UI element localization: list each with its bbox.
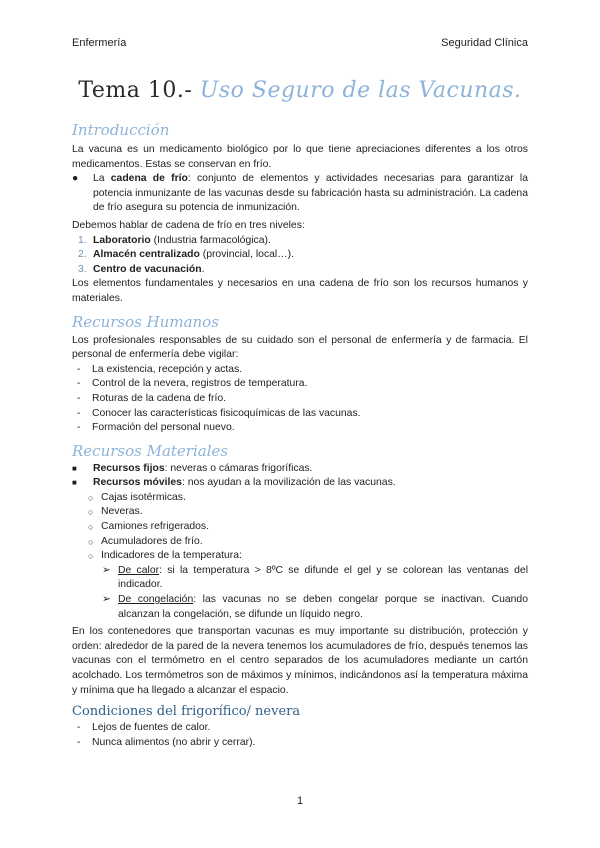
square-bullet-icon: ■ <box>72 478 77 488</box>
bullet-icon: ● <box>72 173 79 185</box>
circle-bullet-icon: ○ <box>88 522 94 533</box>
subsection-heading-frigorifico: Condiciones del frigorífico/ nevera <box>72 704 301 720</box>
list-item: ➢ De congelación: las vacunas no se deben congelar porque se inactivan. Cuando alcanzan la congelación, se difunde un líquido negro. <box>72 593 528 622</box>
square-bullet-icon: ■ <box>72 463 77 473</box>
dash-icon: - <box>77 378 81 390</box>
section-heading-recursos-humanos: Recursos Humanos <box>72 312 219 331</box>
list-item: - La existencia, recepción y actas. <box>72 363 528 378</box>
list-item: ○ Indicadores de la temperatura: <box>72 549 528 564</box>
list-item: ● La cadena de frío: conjunto de elementos y actividades necesarias para garantizar la potencia inmunizante de las vacunas desde su fabricación hasta su administración. La cadena de frío asegura su potencia de inmunización. <box>72 172 528 216</box>
list-item: ○ Camiones refrigerados. <box>72 520 528 535</box>
list-item: - Nunca alimentos (no abrir y cerrar). <box>72 736 528 751</box>
section-heading-recursos-materiales: Recursos Materiales <box>72 441 229 460</box>
section-heading-introduccion: Introducción <box>72 121 170 139</box>
term-cadena-de-frio: cadena de frío <box>110 173 188 185</box>
list-item: ○ Cajas isotérmicas. <box>72 491 528 506</box>
dash-icon: - <box>77 363 81 375</box>
header-right: Seguridad Clínica <box>441 37 528 49</box>
list-item: ○ Neveras. <box>72 505 528 520</box>
levels-intro: Debemos hablar de cadena de frío en tres niveles: <box>72 219 305 231</box>
levels-list <box>72 234 528 278</box>
page-title <box>0 78 600 103</box>
list-item: 3. Centro de vacunación. <box>78 263 205 275</box>
arrow-bullet-icon: ➢ <box>102 594 111 606</box>
arrow-bullet-icon: ➢ <box>102 564 111 576</box>
list-item: - Formación del personal nuevo. <box>72 421 528 436</box>
list-item: - Roturas de la cadena de frío. <box>72 392 528 407</box>
intro-paragraph: La vacuna es un medicamento biológico por lo que tiene apreciaciones diferentes a los otros medicamentos. Estas se conservan en frío. <box>72 144 528 170</box>
dash-icon: - <box>77 407 81 419</box>
list-item: ○ Acumuladores de frío. <box>72 535 528 550</box>
header-left: Enfermería <box>72 37 127 49</box>
dash-icon: - <box>77 392 81 404</box>
human-list <box>72 363 528 436</box>
list-item: - Control de la nevera, registros de temperatura. <box>72 377 528 392</box>
dash-icon: - <box>77 736 81 748</box>
intro-closing: Los elementos fundamentales y necesarios en una cadena de frío son los recursos humanos y materiales. <box>72 278 528 304</box>
circle-bullet-icon: ○ <box>88 551 94 562</box>
human-paragraph: Los profesionales responsables de su cuidado son el personal de enfermería y de farmacia. El personal de enfermería debe vigilar: <box>72 334 528 361</box>
dash-icon: - <box>77 422 81 434</box>
circle-bullet-icon: ○ <box>88 536 94 547</box>
circle-bullet-icon: ○ <box>88 492 94 503</box>
page-number: 1 <box>296 795 304 807</box>
fridge-list <box>72 721 528 750</box>
mobile-resources-list <box>72 491 528 564</box>
circle-bullet-icon: ○ <box>88 507 94 518</box>
dash-icon: - <box>77 722 81 734</box>
list-item: ■ Recursos fijos: neveras o cámaras frigoríficas. <box>72 462 528 477</box>
title-number: Tema 10.- <box>78 78 193 103</box>
list-item: 2. Almacén centralizado (provincial, local…). <box>78 249 294 261</box>
list-item: 1. Laboratorio (Industria farmacológica). <box>78 234 271 246</box>
list-item: - Conocer las características fisicoquímicas de las vacunas. <box>72 407 528 422</box>
document-body <box>72 120 528 750</box>
list-item: ■ Recursos móviles: nos ayudan a la movilización de las vacunas. <box>72 476 528 491</box>
list-item: ➢ De calor: si la temperatura > 8ºC se difunde el gel y se colorean las ventanas del indicador. <box>72 564 528 593</box>
title-text: Uso Seguro de las Vacunas. <box>199 78 522 103</box>
list-item: - Lejos de fuentes de calor. <box>72 721 528 736</box>
materials-closing: En los contenedores que transportan vacunas es muy importante su distribución, protección y orden: alrededor de la pared de la nevera tenemos los acumuladores de frío, después tenemos las vacunas con el termómetro en el centro separados de los acumuladores mediante un cartón acolchado. Los termómetros son de máximos y mínimos, indicándonos así la temperatura máxima y mínima que ha llegado a alcanzar el espacio. <box>72 626 528 696</box>
